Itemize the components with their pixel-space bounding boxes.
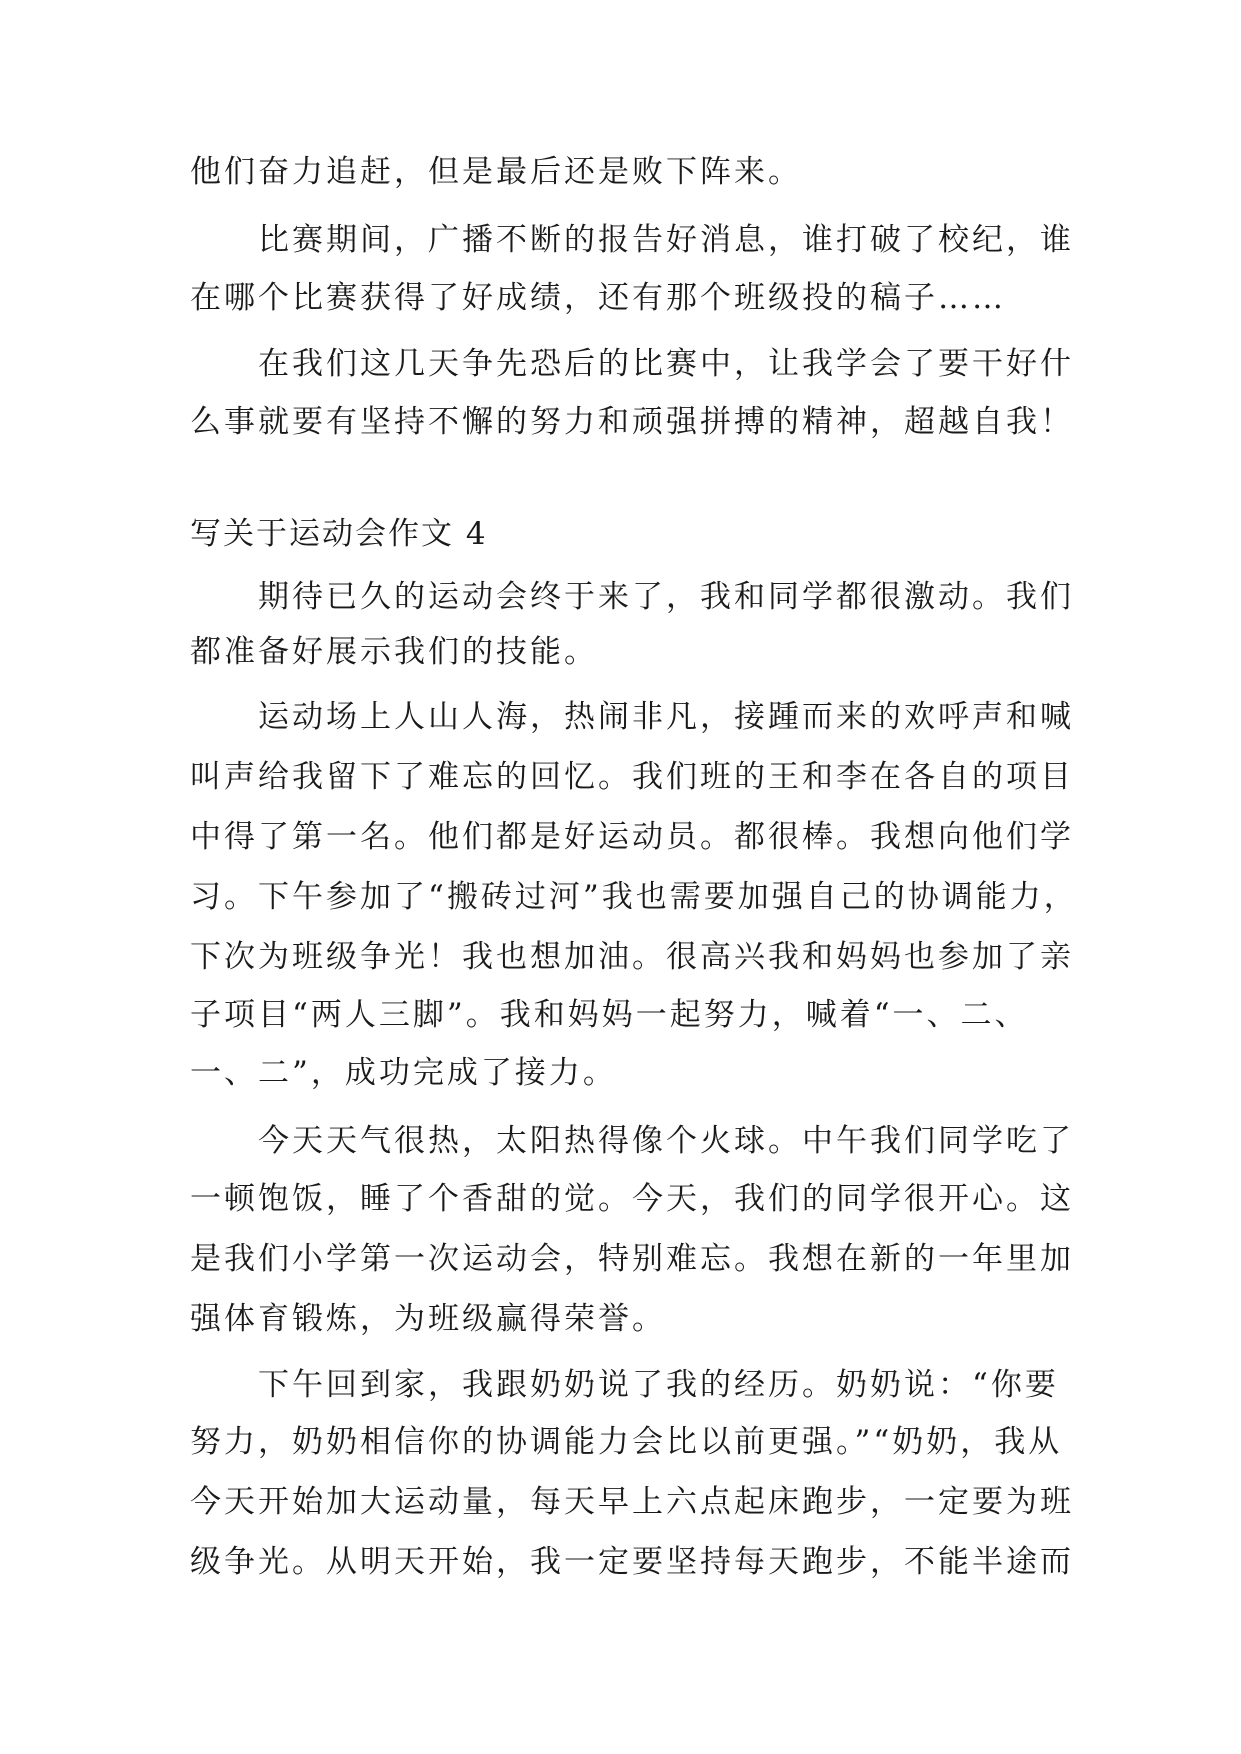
text-line: 期待已久的运动会终于来了，我和同学都很激动。我们 bbox=[258, 579, 1074, 615]
text-line: 运动场上人山人海，热闹非凡，接踵而来的欢呼声和喊 bbox=[258, 699, 1074, 735]
text-line: 强体育锻炼，为班级赢得荣誉。 bbox=[190, 1301, 666, 1337]
text-line: 一、二”，成功完成了接力。 bbox=[190, 1055, 617, 1091]
text-line: 都准备好展示我们的技能。 bbox=[190, 634, 598, 670]
text-line: 今天天气很热，太阳热得像个火球。中午我们同学吃了 bbox=[258, 1123, 1074, 1159]
text-line: 一顿饱饭，睡了个香甜的觉。今天，我们的同学很开心。这 bbox=[190, 1181, 1074, 1217]
text-line: 叫声给我留下了难忘的回忆。我们班的王和李在各自的项目 bbox=[190, 759, 1074, 795]
text-line: 是我们小学第一次运动会，特别难忘。我想在新的一年里加 bbox=[190, 1241, 1074, 1277]
text-line: 习。下午参加了“搬砖过河”我也需要加强自己的协调能力， bbox=[190, 879, 1078, 915]
text-line: 下次为班级争光！我也想加油。很高兴我和妈妈也参加了亲 bbox=[190, 939, 1074, 975]
text-line: 他们奋力追赶，但是最后还是败下阵来。 bbox=[190, 154, 802, 190]
text-line: 努力，奶奶相信你的协调能力会比以前更强。”“奶奶，我从 bbox=[190, 1424, 1063, 1460]
text-line: 比赛期间，广播不断的报告好消息，谁打破了校纪，谁 bbox=[258, 222, 1074, 258]
text-line: 子项目“两人三脚”。我和妈妈一起努力，喊着“一、二、 bbox=[190, 997, 1029, 1033]
text-line: 中得了第一名。他们都是好运动员。都很棒。我想向他们学 bbox=[190, 819, 1074, 855]
text-line: 在哪个比赛获得了好成绩，还有那个班级投的稿子…… bbox=[190, 280, 1006, 316]
text-line: 在我们这几天争先恐后的比赛中，让我学会了要干好什 bbox=[258, 346, 1074, 382]
text-line: 级争光。从明天开始，我一定要坚持每天跑步，不能半途而 bbox=[190, 1544, 1074, 1580]
text-line: 今天开始加大运动量，每天早上六点起床跑步，一定要为班 bbox=[190, 1484, 1074, 1520]
text-line: 下午回到家，我跟奶奶说了我的经历。奶奶说：“你要 bbox=[258, 1367, 1059, 1403]
text-line: 么事就要有坚持不懈的努力和顽强拼搏的精神，超越自我！ bbox=[190, 404, 1074, 440]
section-heading: 写关于运动会作文 4 bbox=[190, 516, 488, 552]
